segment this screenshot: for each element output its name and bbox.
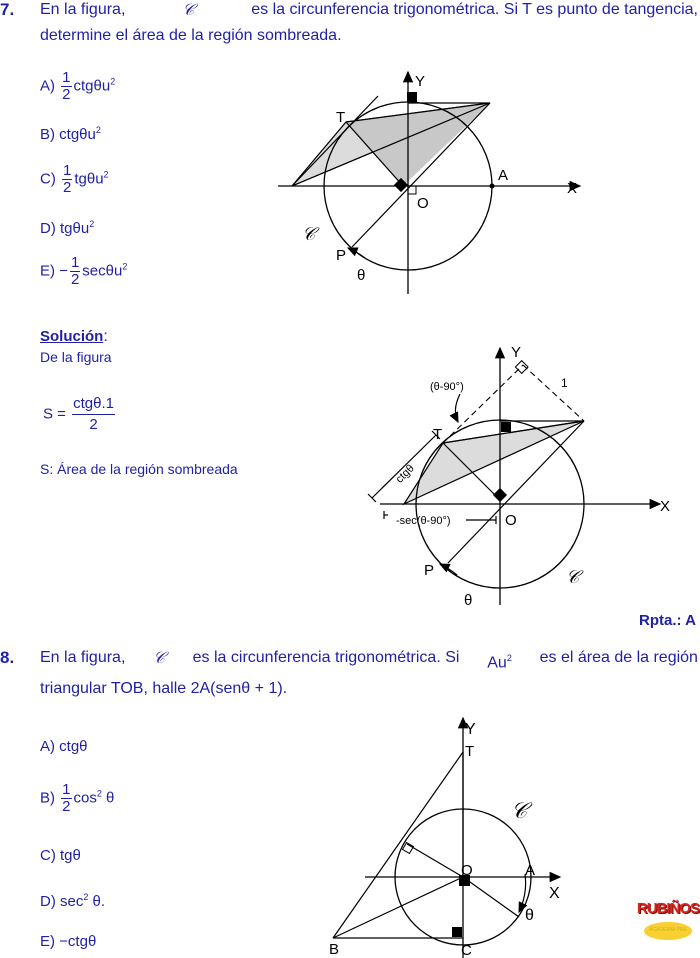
q7-point-a <box>490 184 495 189</box>
option-expr: ctgθu <box>73 77 111 95</box>
option-letter: D) <box>40 220 56 237</box>
q8-text-d: es el área de la región <box>539 649 698 666</box>
q7-option-a[interactable] <box>40 70 115 103</box>
frac-num: 1 <box>70 254 80 271</box>
option-expr: tgθu <box>60 220 90 237</box>
option-letter: B) <box>40 789 55 807</box>
sol-label-angle: (θ-90°) <box>430 381 464 393</box>
option-sup: 2 <box>83 892 89 902</box>
option-expr: secθu <box>82 262 123 280</box>
q7-text-b: es la circunferencia trigonométrica. Si T es punto de tangencia, <box>251 1 698 18</box>
option-expr: tgθ <box>60 847 81 864</box>
q7-label-circle: 𝒞 <box>302 224 316 244</box>
frac-den: 2 <box>70 271 80 288</box>
q8-label-b: B <box>329 941 340 958</box>
sol-label-t: T <box>433 426 443 443</box>
q8-line-t-b <box>333 752 463 938</box>
question-8-number: 8. <box>0 648 15 667</box>
q8-text-line2-a: triangular TOB, halle <box>40 680 187 698</box>
frac-den: 2 <box>62 86 71 103</box>
q7-label-o: O <box>417 195 429 212</box>
q8-label-t: T <box>465 743 475 760</box>
option-sup: 2 <box>95 125 101 135</box>
q7-text-a: En la figura, <box>40 1 126 18</box>
option-sup: 2 <box>110 76 116 87</box>
q7-label-y: Y <box>415 73 426 90</box>
option-expr: cos <box>73 789 97 807</box>
option-expr: sec <box>60 893 84 910</box>
option-letter: E) <box>40 933 55 950</box>
sol-label-o: O <box>505 512 517 529</box>
q7-option-e[interactable] <box>40 255 127 288</box>
logo-text: RUBIÑOS <box>636 900 700 917</box>
q8-figure <box>325 712 585 958</box>
q8-square-marker-c <box>452 927 462 937</box>
q8-label-o: O <box>461 862 473 879</box>
option-letter: A) <box>40 738 55 755</box>
option-sup: 2 <box>122 261 128 272</box>
sol-label-sec: -sec(θ-90°) <box>396 515 451 527</box>
q7-text-line2: determine el área de la región sombreada. <box>40 27 342 44</box>
question-8-text <box>40 645 698 702</box>
q8-text-c: Au <box>487 654 507 672</box>
option-expr: tgθu <box>74 170 104 188</box>
q8-text-b: es la circunferencia trigonométrica. Si <box>192 649 460 666</box>
option-letter: E) <box>40 262 55 280</box>
frac-den: 2 <box>62 798 71 815</box>
q7-square-marker <box>407 92 417 102</box>
solution-note: S: Área de la región sombreada <box>40 461 238 477</box>
formula-den: 2 <box>89 416 98 433</box>
q7-label-p: P <box>336 247 347 264</box>
q7-option-c[interactable] <box>40 163 109 196</box>
q8-label-circle: 𝒞 <box>511 798 528 823</box>
q7-label-x: X <box>567 180 578 197</box>
option-letter: B) <box>40 126 55 143</box>
option-prefix: − <box>59 262 68 280</box>
answer-label: Rpta.: A <box>639 612 696 629</box>
formula-num: ctgθ.1 <box>72 394 115 415</box>
sol-label-x: X <box>660 498 671 515</box>
q8-label-x: X <box>549 885 560 902</box>
frac-num: 1 <box>62 781 71 798</box>
sol-theta-arc <box>440 564 457 575</box>
option-letter: A) <box>40 77 55 95</box>
q8-option-d[interactable] <box>40 892 105 910</box>
q7-figure <box>270 62 590 302</box>
sol-diamond-marker <box>493 488 507 502</box>
option-letter: C) <box>40 170 56 188</box>
q8-text-a: En la figura, <box>40 649 126 666</box>
sol-right-angle-top <box>515 361 528 374</box>
q8-option-c[interactable] <box>40 847 81 864</box>
sol-dashed-2 <box>523 365 584 421</box>
sol-label-circle: 𝒞 <box>566 567 580 587</box>
q8-line-o-arc <box>463 877 519 917</box>
q7-option-d[interactable] <box>40 219 94 237</box>
option-letter: D) <box>40 893 56 910</box>
solution-figure <box>360 340 700 610</box>
q8-option-a[interactable] <box>40 738 88 755</box>
q7-label-t: T <box>336 109 346 126</box>
solution-heading <box>40 328 108 346</box>
solution-formula <box>43 394 117 435</box>
sol-square-marker <box>501 422 511 432</box>
q8-option-e[interactable] <box>40 933 96 950</box>
q8-line-o-tangent <box>407 844 463 877</box>
sol-label-one: 1 <box>561 376 568 390</box>
q7-label-theta: θ <box>357 267 366 284</box>
option-sup: 2 <box>89 219 95 229</box>
q8-text-line2-expr: 2A(senθ + 1). <box>190 680 288 698</box>
rubinos-logo <box>636 892 700 958</box>
q8-line-b-o <box>333 877 463 938</box>
q7-theta-arc <box>348 248 365 258</box>
solution-colon: : <box>103 328 108 345</box>
q8-label-theta: θ <box>525 907 534 924</box>
question-7-text <box>40 0 698 49</box>
frac-num: 1 <box>63 162 72 179</box>
q7-circle-symbol: 𝒞 <box>182 0 195 19</box>
sol-angle-pointer <box>455 394 460 422</box>
q8-text-sup: 2 <box>506 653 512 663</box>
q8-circle-symbol: 𝒞 <box>153 648 165 667</box>
q7-label-a: A <box>498 167 509 184</box>
q8-option-b[interactable] <box>40 782 114 815</box>
q7-line-diag2 <box>292 103 490 186</box>
option-expr: −ctgθ <box>59 933 97 950</box>
solution-line1: De la figura <box>40 349 112 365</box>
logo-emblem <box>644 922 692 940</box>
option-letter: C) <box>40 847 56 864</box>
sol-label-y: Y <box>511 344 522 361</box>
frac-num: 1 <box>62 69 71 86</box>
solution-title: Solución <box>40 328 104 345</box>
sol-label-theta: θ <box>464 592 473 609</box>
sol-shaded-region <box>404 421 584 504</box>
q8-label-c: C <box>461 942 472 958</box>
option-sup: 2 <box>96 788 102 799</box>
sol-label-ctg: ctgθ <box>393 462 417 486</box>
q8-label-a: A <box>525 862 536 879</box>
question-7-number: 7. <box>0 0 15 19</box>
option-tail: θ <box>101 789 115 807</box>
q7-option-b[interactable] <box>40 125 101 143</box>
formula-lhs: S = <box>43 405 66 423</box>
option-tail: θ. <box>88 893 106 910</box>
q7-shaded-inner <box>346 103 490 186</box>
option-expr: ctgθu <box>59 126 96 143</box>
q8-label-y: Y <box>465 721 476 738</box>
frac-den: 2 <box>63 179 72 196</box>
option-sup: 2 <box>103 169 109 180</box>
sol-label-p: P <box>424 562 435 579</box>
option-expr: ctgθ <box>59 738 88 755</box>
